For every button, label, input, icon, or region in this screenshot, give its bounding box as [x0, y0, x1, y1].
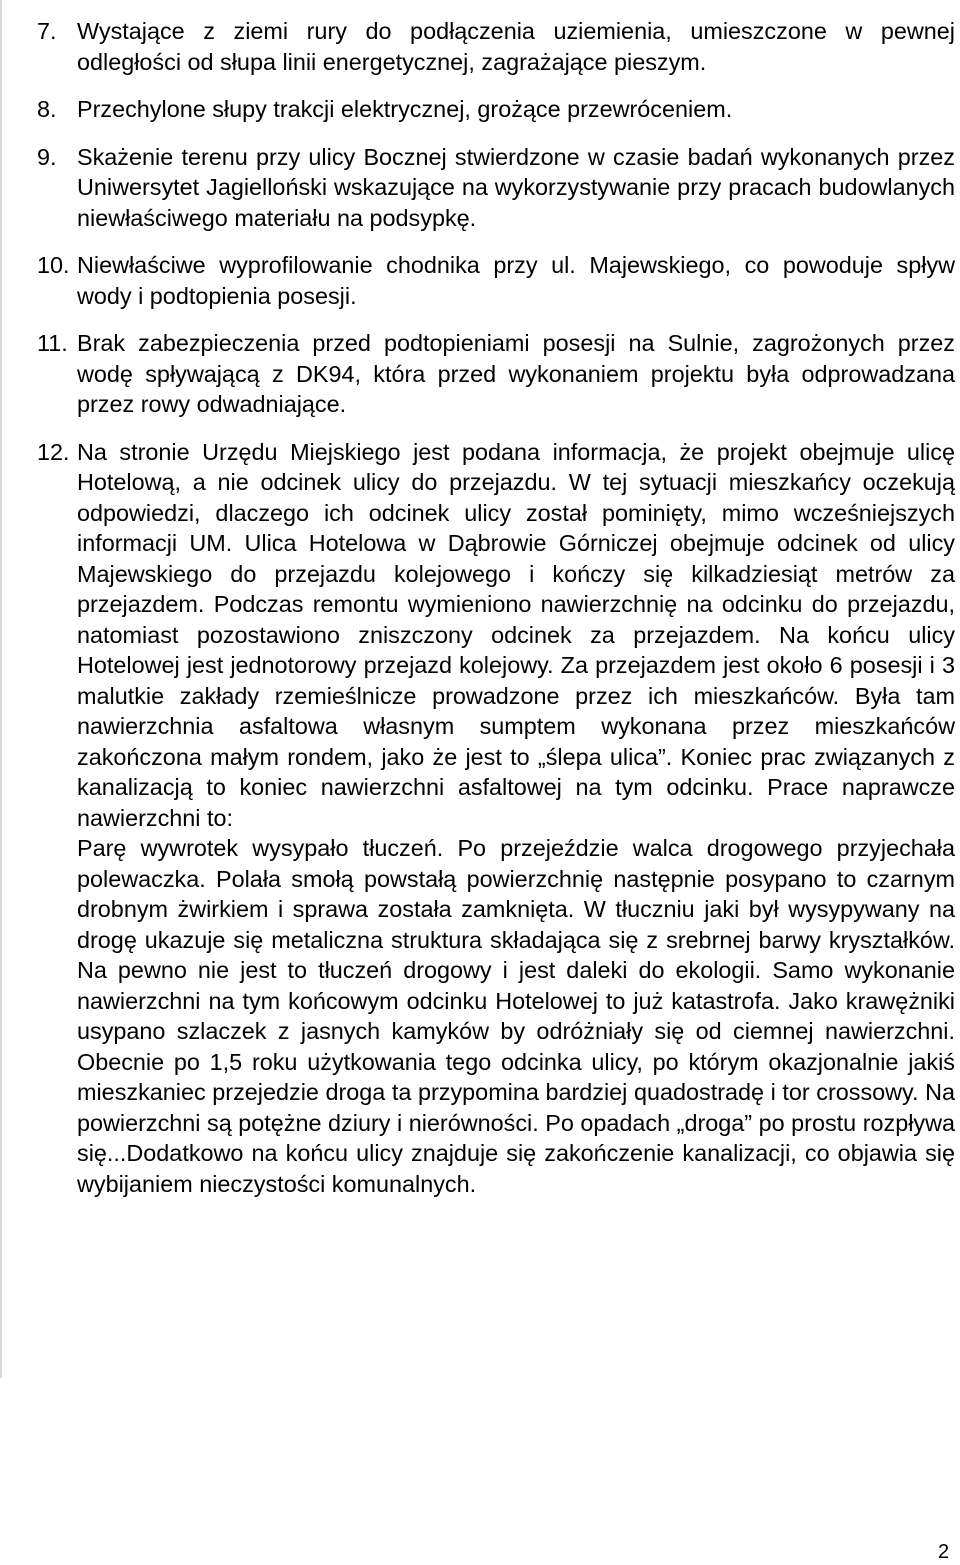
item-text: Niewłaściwe wyprofilowanie chodnika przy ul. Majewskiego, co powoduje spływ wody i podtopienia posesji. — [77, 252, 955, 309]
list-item — [0, 94, 955, 125]
item-number: 10. — [37, 252, 70, 278]
item-number: 7. — [37, 18, 57, 44]
item-text: Wystające z ziemi rury do podłączenia uziemienia, umieszczone w pewnej odległości od słupa linii energetycznej, zagrażające pieszym. — [77, 18, 955, 75]
item-number: 11. — [37, 330, 68, 356]
item-number: 8. — [37, 96, 57, 122]
item-text: Przechylone słupy trakcji elektrycznej, grożące przewróceniem. — [77, 96, 733, 122]
list-item — [0, 437, 955, 1200]
list-item — [0, 250, 955, 311]
list-item — [0, 16, 955, 77]
item-number: 12. — [37, 438, 70, 465]
item-continuation-text: Parę wywrotek wysypało tłuczeń. Po przejeździe walca drogowego przyjechała polewaczka. Polała smołą powstałą powierzchnię następnie posypano to czarnym drobnym żwirkiem i sprawa została zamknięta. W tłuczniu jaki był wysypywany na drogę ukazuje się metaliczna struktura składająca się z srebrnej barwy kryształków. Na pewno nie jest to tłuczeń drogowy i jest daleki do ekologii. Samo wykonanie nawierzchni na tym końcowym odcinku Hotelowej to już katastrofa. Jako krawężniki usypano szlaczek z jasnych kamyków by odróżniały się od ciemnej nawierzchni. Obecnie po 1,5 roku użytkowania tego odcinka ulicy, po którym okazjonalnie jakiś mieszkaniec przejedzie droga ta przypomina bardziej quadostradę i tor crossowy. Na powierzchni są potężne dziury i nierówności. Po opadach „droga” po prostu rozpływa się...Dodatkowo na końcu ulicy znajduje się zakończenie kanalizacji, co objawia się wybijaniem nieczystości komunalnych. — [77, 835, 955, 1197]
item-text: Skażenie terenu przy ulicy Bocznej stwierdzone w czasie badań wykonanych przez Uniwersytet Jagielloński wskazujące na wykorzystywanie przy pracach budowlanych niewłaściwego materiału na podsypkę. — [77, 143, 955, 231]
numbered-list — [0, 16, 960, 1216]
item-text: Na stronie Urzędu Miejskiego jest podana informacja, że projekt obejmuje ulicę Hotelową, a nie odcinek ulicy do przejazdu. W tej sytuacji mieszkańcy oczekują odpowiedzi, dlaczego ich odcinek ulicy został pominięty, mimo wcześniejszych informacji UM. Ulica Hotelowa w Dąbrowie Górniczej obejmuje odcinek od ulicy Majewskiego do przejazdu kolejowego i kończy się kilkadziesiąt metrów za przejazdem. Podczas remontu wymieniono nawierzchnię na odcinku do przejazdu, natomiast pozostawiono zniszczony odcinek za przejazdem. Na końcu ulicy Hotelowej jest jednotorowy przejazd kolejowy. Za przejazdem jest około 6 posesji i 3 malutkie zakłady rzemieślnicze prowadzone przez ich mieszkańców. Była tam nawierzchnia asfaltowa własnym sumptem wykonana przez mieszkańców zakończona małym rondem, jako że jest to „ślepa ulica”. Koniec prac związanych z kanalizacją to koniec nawierzchni asfaltowej na tym odcinku. Prace naprawcze nawierzchni to: — [77, 438, 955, 831]
item-text: Brak zabezpieczenia przed podtopieniami posesji na Sulnie, zagrożonych przez wodę spływającą z DK94, która przed wykonaniem projektu była odprowadzana przez rowy odwadniające. — [77, 330, 955, 417]
list-item — [0, 142, 955, 234]
page-number: 2 — [938, 1541, 950, 1563]
list-item — [0, 328, 955, 420]
item-number: 9. — [37, 143, 57, 170]
